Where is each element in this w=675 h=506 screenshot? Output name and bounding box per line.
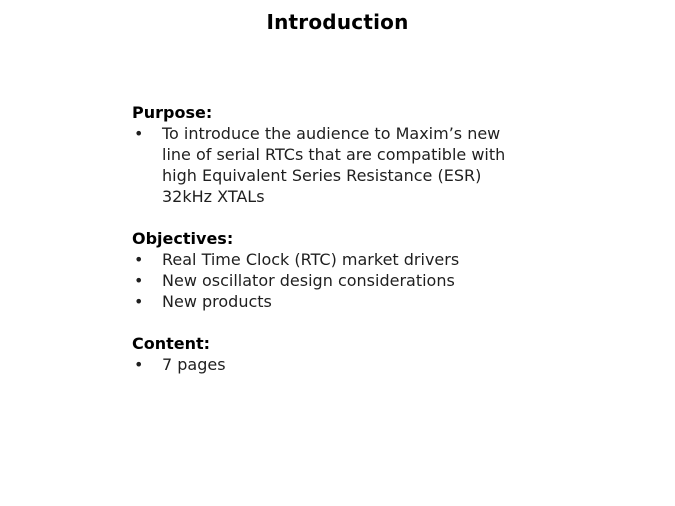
list-item	[132, 249, 562, 270]
bullet-icon: •	[134, 124, 144, 143]
list-item	[132, 270, 562, 291]
section-heading-objectives: Objectives:	[132, 229, 234, 248]
section-heading-content: Content:	[132, 334, 211, 353]
section-purpose	[132, 102, 562, 207]
bullet-icon: •	[134, 250, 144, 269]
list-item	[132, 354, 562, 375]
bullet-text-objectives-3: New products	[162, 292, 272, 311]
bullet-icon: •	[134, 292, 144, 311]
bullet-text-objectives-2: New oscillator design considerations	[162, 271, 455, 290]
section-objectives	[132, 228, 562, 312]
bullet-text-purpose-1: To introduce the audience to Maxim’s new line of serial RTCs that are compatible with high Equivalent Series Resistance (ESR) 32kHz XTALs	[162, 124, 506, 206]
list-item	[132, 123, 562, 207]
bullet-text-objectives-1: Real Time Clock (RTC) market drivers	[162, 250, 460, 269]
bullet-icon: •	[134, 271, 144, 290]
section-content	[132, 333, 562, 375]
slide-title: Introduction	[266, 10, 409, 34]
slide-body	[132, 102, 562, 375]
bullet-icon: •	[134, 355, 144, 374]
bullet-text-content-1: 7 pages	[162, 355, 226, 374]
section-heading-purpose: Purpose:	[132, 103, 213, 122]
list-item	[132, 291, 562, 312]
